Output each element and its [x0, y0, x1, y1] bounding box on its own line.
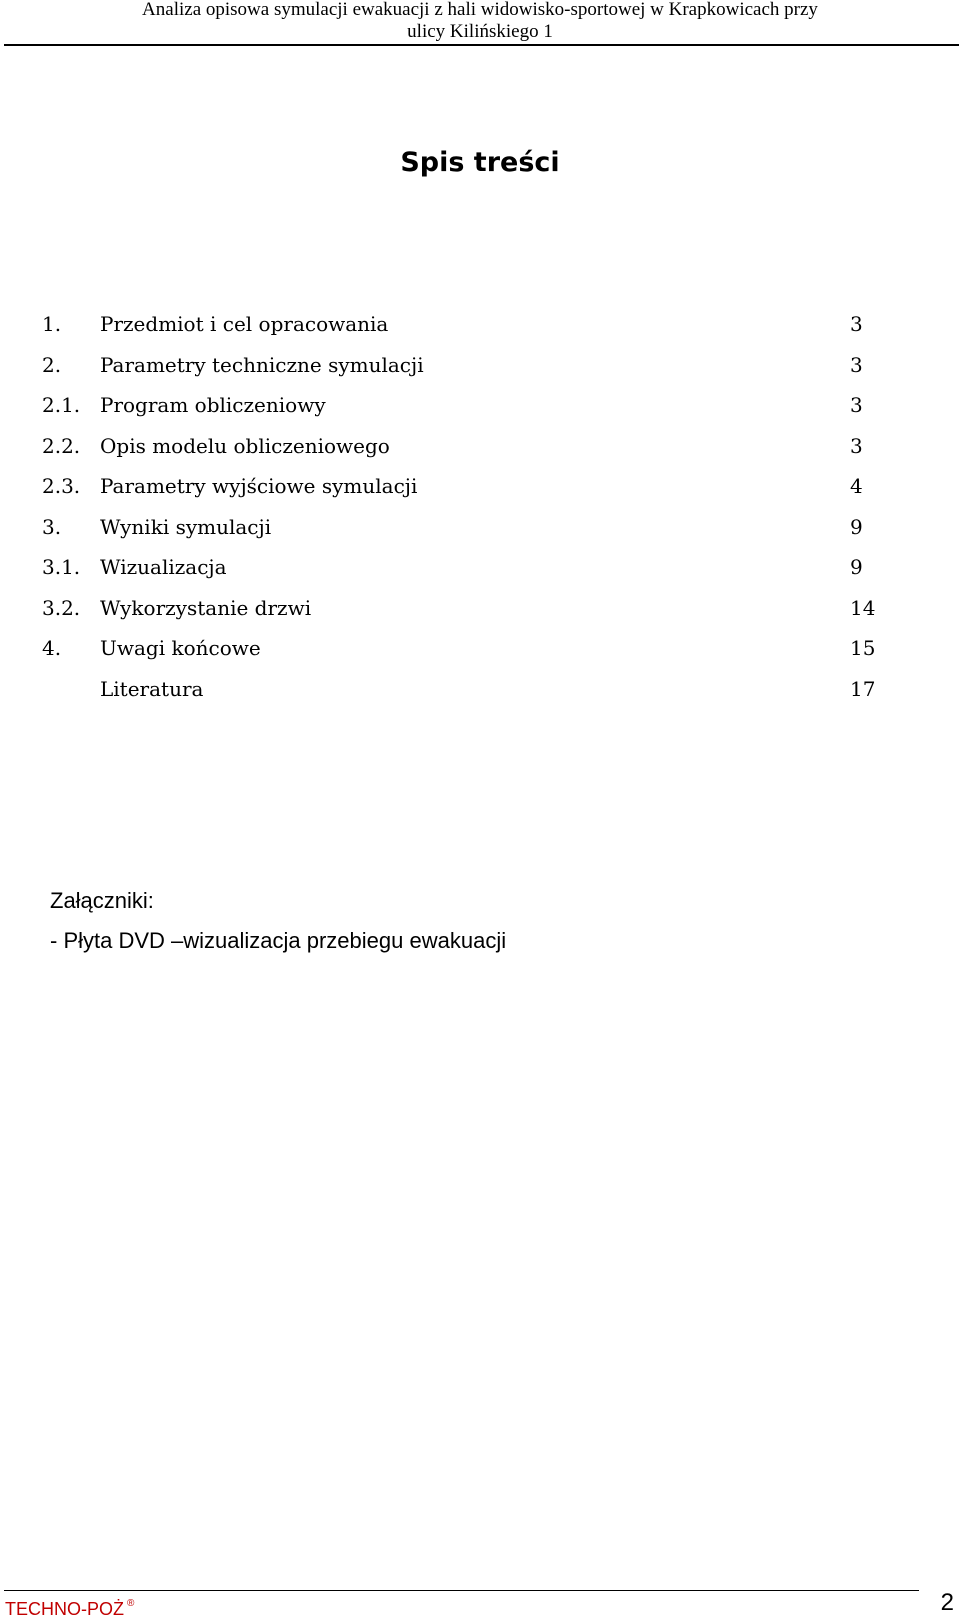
footer-divider	[4, 1590, 919, 1591]
page-number: 2	[940, 1589, 954, 1616]
toc-entry-number: 2.2.	[42, 433, 81, 458]
toc-entry-page: 15	[850, 636, 876, 660]
toc-entry-number: 2.3.	[42, 474, 81, 498]
toc-entry-title: Literatura	[100, 676, 204, 701]
toc-entry-title: Parametry wyjściowe symulacji	[100, 474, 418, 498]
toc-entry-title: Opis modelu obliczeniowego	[100, 433, 390, 458]
toc-entry-page: 3	[850, 433, 863, 458]
toc-entry-number: 3.	[42, 514, 62, 539]
toc-entry-number: 2.	[42, 352, 62, 377]
toc-entry-page: 9	[850, 555, 863, 579]
toc-entry-number: 1.	[42, 312, 62, 336]
header-divider	[4, 44, 959, 46]
toc-entry[interactable]	[0, 434, 960, 475]
toc-title: Spis treści	[400, 147, 560, 178]
toc-entry-number: 3.1.	[42, 555, 81, 579]
toc-entry[interactable]	[0, 474, 960, 515]
toc-entry-number: 2.1.	[42, 393, 81, 417]
toc-entry-title: Program obliczeniowy	[100, 393, 326, 417]
toc-entry-page: 3	[850, 312, 863, 336]
toc-entry-number: 3.2.	[42, 595, 81, 620]
toc-entry[interactable]	[0, 636, 960, 677]
toc-entry-number: 4.	[42, 636, 62, 660]
toc-entry-title: Wykorzystanie drzwi	[100, 595, 312, 620]
toc-entry[interactable]	[0, 515, 960, 556]
header-title-line-1: Analiza opisowa symulacji ewakuacji z hali widowisko-sportowej w Krapkowicach przy	[142, 0, 818, 20]
toc-entry-title: Uwagi końcowe	[100, 636, 261, 660]
table-of-contents	[0, 312, 960, 717]
toc-entry-page: 9	[850, 514, 863, 539]
header-title-line-2: ulicy Kilińskiego 1	[407, 21, 553, 42]
toc-entry-title: Wizualizacja	[100, 555, 227, 579]
toc-entry-page: 3	[850, 393, 863, 417]
attachments-label: Załączniki:	[50, 888, 154, 913]
registered-mark: ®	[127, 1598, 135, 1609]
toc-entry-title: Przedmiot i cel opracowania	[100, 312, 389, 336]
toc-entry[interactable]	[0, 596, 960, 637]
toc-entry[interactable]	[0, 677, 960, 718]
footer-brand-name: TECHNO-POŻ	[5, 1599, 124, 1619]
toc-entry-page: 4	[850, 474, 863, 498]
toc-entry-page: 3	[850, 352, 863, 377]
toc-entry-page: 14	[850, 595, 876, 620]
toc-entry[interactable]	[0, 393, 960, 434]
toc-entry[interactable]	[0, 555, 960, 596]
toc-entry[interactable]	[0, 353, 960, 394]
attachment-item: - Płyta DVD –wizualizacja przebiegu ewakuacji	[50, 928, 507, 953]
toc-entry-title: Parametry techniczne symulacji	[100, 352, 424, 377]
toc-entry-page: 17	[850, 676, 876, 701]
toc-entry-title: Wyniki symulacji	[100, 514, 272, 539]
toc-entry[interactable]	[0, 312, 960, 353]
footer-brand	[5, 1593, 134, 1620]
